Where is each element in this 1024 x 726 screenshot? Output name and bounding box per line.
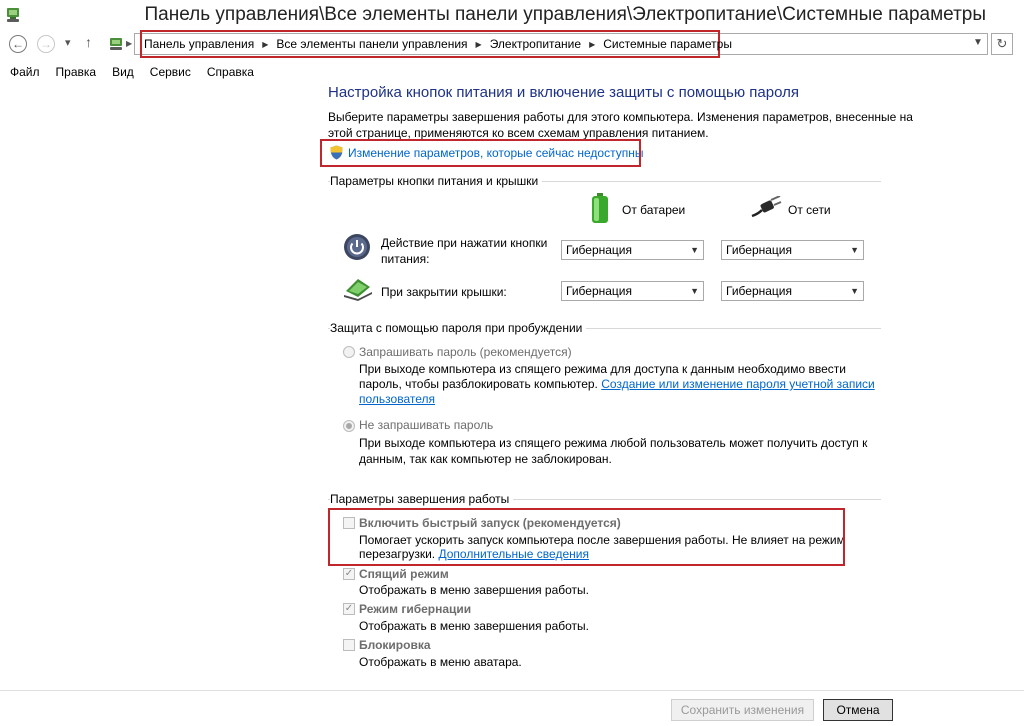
up-icon[interactable]: ↑ bbox=[85, 34, 92, 50]
chevron-down-icon: ▼ bbox=[690, 245, 699, 255]
title-bar bbox=[0, 0, 1024, 30]
breadcrumb-chevron-icon[interactable]: ▶ bbox=[475, 39, 482, 49]
sleep-desc: Отображать в меню завершения работы. bbox=[359, 583, 590, 597]
no-password-label: Не запрашивать пароль bbox=[359, 418, 494, 432]
no-password-radio[interactable] bbox=[343, 420, 355, 432]
menu-bar bbox=[0, 62, 262, 82]
create-password-link[interactable]: Создание или изменение пароля учетной записи bbox=[601, 377, 875, 391]
require-password-label: Запрашивать пароль (рекомендуется) bbox=[359, 345, 572, 359]
lock-checkbox[interactable] bbox=[343, 639, 355, 651]
lock-desc: Отображать в меню аватара. bbox=[359, 655, 522, 669]
require-password-desc-line2 bbox=[359, 376, 875, 392]
intro-text-line1: Выберите параметры завершения работы для этого компьютера. Изменения параметров, внесенные на bbox=[328, 110, 913, 124]
change-settings-highlight bbox=[320, 139, 641, 167]
select-value: Гибернация bbox=[566, 284, 632, 298]
breadcrumb-chevron-icon[interactable]: ▶ bbox=[589, 39, 596, 49]
power-button-action-label-line2: питания: bbox=[381, 252, 430, 266]
ac-column-header: От сети bbox=[788, 203, 831, 217]
breadcrumb bbox=[140, 30, 732, 58]
window-title: Панель управления\Все элементы панели управления\Электропитание\Системные параметры bbox=[144, 4, 986, 25]
save-changes-button[interactable]: Сохранить изменения bbox=[671, 699, 814, 721]
power-button-battery-select[interactable] bbox=[561, 240, 704, 260]
more-info-link[interactable]: Дополнительные сведения bbox=[438, 547, 589, 561]
location-chevron-icon: ▶ bbox=[126, 39, 133, 48]
select-value: Гибернация bbox=[726, 243, 792, 257]
battery-column-header: От батареи bbox=[622, 203, 686, 217]
menu-tools[interactable]: Сервис bbox=[149, 65, 191, 79]
chevron-down-icon: ▼ bbox=[690, 286, 699, 296]
address-dropdown-icon[interactable]: ▼ bbox=[973, 37, 983, 48]
menu-edit[interactable]: Правка bbox=[55, 65, 97, 79]
lock-label: Блокировка bbox=[359, 638, 431, 652]
menu-help[interactable]: Справка bbox=[206, 65, 254, 79]
fast-startup-desc-text: перезагрузки. bbox=[359, 547, 436, 561]
back-icon[interactable]: ← bbox=[9, 35, 27, 53]
breadcrumb-item[interactable]: Системные параметры bbox=[603, 37, 732, 51]
no-password-desc-line2: данным, так как компьютер не заблокирован. bbox=[359, 452, 612, 466]
hibernate-label: Режим гибернации bbox=[359, 602, 472, 616]
intro-text-line2: этой странице, применяются ко всем схемам управления питанием. bbox=[328, 126, 709, 140]
require-password-desc-text: пароль, чтобы разблокировать компьютер. bbox=[359, 377, 598, 391]
menu-view[interactable]: Вид bbox=[112, 65, 134, 79]
location-icon bbox=[108, 36, 124, 52]
create-password-link-cont[interactable]: пользователя bbox=[359, 392, 435, 406]
lid-close-label: При закрытии крышки: bbox=[381, 285, 507, 299]
breadcrumb-chevron-icon[interactable]: ▶ bbox=[262, 39, 269, 49]
sleep-checkbox[interactable]: ✓ bbox=[344, 568, 354, 579]
plug-icon bbox=[750, 196, 782, 218]
app-icon bbox=[4, 6, 22, 24]
power-button-action-label-line1: Действие при нажатии кнопки bbox=[381, 236, 548, 250]
no-password-desc-line1: При выходе компьютера из спящего режима любой пользователь может получить доступ к bbox=[359, 436, 868, 450]
fast-startup-highlight bbox=[328, 508, 845, 566]
breadcrumb-item[interactable]: Все элементы панели управления bbox=[276, 37, 468, 51]
page-title: Настройка кнопок питания и включение защиты с помощью пароля bbox=[328, 84, 799, 101]
shutdown-section-title: Параметры завершения работы bbox=[330, 492, 513, 506]
chevron-down-icon: ▼ bbox=[850, 286, 859, 296]
breadcrumb-item[interactable]: Панель управления bbox=[144, 37, 255, 51]
change-unavailable-settings-link[interactable]: Изменение параметров, которые сейчас недоступны bbox=[348, 146, 644, 160]
select-value: Гибернация bbox=[726, 284, 792, 298]
lid-close-ac-select[interactable] bbox=[721, 281, 864, 301]
battery-icon bbox=[590, 192, 610, 224]
fast-startup-desc-line1: Помогает ускорить запуск компьютера после завершения работы. Не влияет на режим bbox=[359, 533, 845, 547]
fast-startup-label: Включить быстрый запуск (рекомендуется) bbox=[359, 516, 621, 530]
require-password-desc-line1: При выходе компьютера из спящего режима для доступа к данным необходимо ввести bbox=[359, 362, 846, 376]
password-section-title: Защита с помощью пароля при пробуждении bbox=[330, 321, 586, 335]
laptop-lid-icon bbox=[342, 277, 374, 303]
lid-close-battery-select[interactable] bbox=[561, 281, 704, 301]
chevron-down-icon: ▼ bbox=[850, 245, 859, 255]
refresh-icon[interactable]: ↻ bbox=[991, 33, 1013, 55]
hibernate-checkbox[interactable]: ✓ bbox=[344, 603, 354, 614]
recent-dropdown-icon[interactable]: ▾ bbox=[65, 37, 71, 49]
power-button-icon bbox=[343, 233, 371, 261]
power-section-title: Параметры кнопки питания и крышки bbox=[330, 174, 542, 188]
sleep-label: Спящий режим bbox=[359, 567, 449, 581]
breadcrumb-item[interactable]: Электропитание bbox=[489, 37, 582, 51]
menu-file[interactable]: Файл bbox=[10, 65, 40, 79]
require-password-radio[interactable] bbox=[343, 346, 355, 358]
forward-icon[interactable]: → bbox=[37, 35, 55, 53]
footer-divider bbox=[0, 690, 1024, 691]
cancel-button[interactable]: Отмена bbox=[823, 699, 893, 721]
select-value: Гибернация bbox=[566, 243, 632, 257]
hibernate-desc: Отображать в меню завершения работы. bbox=[359, 619, 590, 633]
power-button-ac-select[interactable] bbox=[721, 240, 864, 260]
